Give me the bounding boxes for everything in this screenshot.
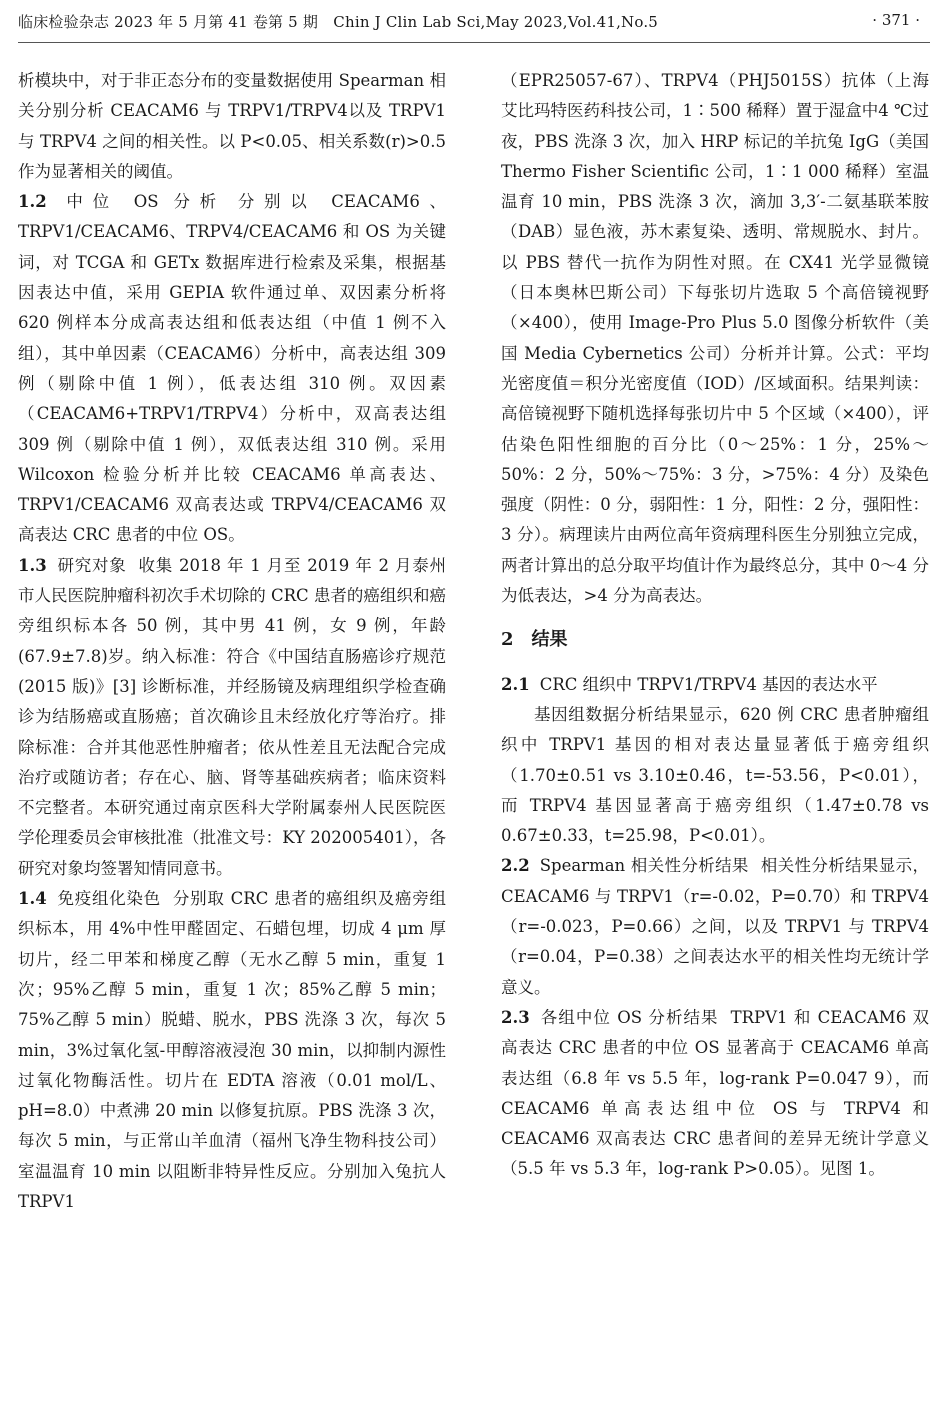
- running-header: [18, 0, 930, 43]
- section-title: 各组中位 OS 分析结果: [539, 1007, 719, 1027]
- section-2-2: [501, 851, 929, 1002]
- section-1-2: [18, 187, 446, 551]
- section-body: 收集 2018 年 1 月至 2019 年 2 月泰州市人民医院肿瘤科初次手术切除的 CRC 患者的癌组织和癌旁组织标本各 50 例，其中男 41 例，女 9 例，年龄(67.9±7.8)岁。纳入标准：符合《中国结直肠癌诊疗规范(2015 版)》[3] 诊断标准，并经肠镜及病理组织学检查确诊为结肠癌或直肠癌；首次确诊且未经放化疗等治疗。排除标准：合并其他恶性肿瘤者；依从性差且无法配合完成治疗或随访者；存在心、脑、肾等基础疾病者；临床资料不完整者。本研究通过南京医科大学附属泰州人民医院医学伦理委员会审核批准（批准文号：KY 202005401），各研究对象均签署知情同意书。: [18, 555, 447, 878]
- section-body: 分别以 CEACAM6、TRPV1/CEACAM6、TRPV4/CEACAM6 和 OS 为关键词，对 TCGA 和 GETx 数据库进行检索及采集，根据基因表达中值，采用 GEPIA 软件通过单、双因素分析将 620 例样本分成高表达组和低表达组（中值 1 例不入组），其中单因素（CEACAM6）分析中，高表达组 309 例（剔除中值 1 例），低表达组 310 例。双因素（CEACAM6+TRPV1/TRPV4）分析中，双高表达组 309 例（剔除中值 1 例），双低表达组 310 例。采用 Wilcoxon 检验分析并比较 CEACAM6 单高表达、TRPV1/CEACAM6 双高表达或 TRPV4/CEACAM6 双高表达 CRC 患者的中位 OS。: [18, 192, 447, 545]
- section-2-1: [501, 670, 929, 700]
- section-number: 1.4: [18, 889, 47, 909]
- section-number: 2.1: [501, 674, 530, 694]
- section-title: 免疫组化染色: [56, 889, 161, 909]
- section-title: CRC 组织中 TRPV1/TRPV4 基因的表达水平: [539, 674, 878, 694]
- intro-paragraph: 析模块中，对于非正态分布的变量数据使用 Spearman 相关分别分析 CEACAM6 与 TRPV1/TRPV4以及 TRPV1 与 TRPV4 之间的相关性。以 P<0.05、相关系数(r)>0.5 作为显著相关的阈值。: [18, 71, 446, 181]
- journal-citation: 临床检验杂志 2023 年 5 月第 41 卷第 5 期 Chin J Clin Lab Sci,May 2023,Vol.41,No.5: [18, 13, 659, 31]
- section-number: 2.3: [501, 1007, 530, 1027]
- section-body: TRPV1 和 CEACAM6 双高表达 CRC 患者的中位 OS 显著高于 CEACAM6 单高表达组（6.8 年 vs 5.5 年，log-rank P=0.047 9），而 CEACAM6 单高表达组中位 OS 与 TRPV4 和 CEACAM6 双高表达 CRC 患者间的差异无统计学意义（5.5 年 vs 5.3 年，log-rank P>0.05）。见图 1。: [501, 1007, 929, 1179]
- section-2-3: [501, 1003, 929, 1185]
- section-number: 2.2: [501, 856, 530, 876]
- section-title: 结果: [531, 629, 568, 651]
- section-body: 相关性分析结果显示，CEACAM6 与 TRPV1（r=-0.02，P=0.70）和 TRPV4（r=-0.023，P=0.66）之间，以及 TRPV1 与 TRPV4（r=0.04，P=0.38）之间表达水平的相关性均无统计学意义。: [501, 856, 930, 997]
- section-2-1-body: 基因组数据分析结果显示，620 例 CRC 患者肿瘤组织中 TRPV1 基因的相对表达量显著低于癌旁组织（1.70±0.51 vs 3.10±0.46，t=-53.56，P<0.01），而 TRPV4 基因显著高于癌旁组织（1.47±0.78 vs 0.67±0.33，t=25.98，P<0.01）。: [501, 704, 929, 846]
- page-number: · 371 ·: [872, 11, 920, 29]
- section-title: Spearman 相关性分析结果: [539, 856, 749, 876]
- section-1-4: [18, 884, 446, 1217]
- section-number: 2: [501, 629, 514, 651]
- section-number: 1.2: [18, 192, 47, 212]
- section-1-3: [18, 551, 446, 884]
- section-title: 中位 OS 分析: [56, 192, 226, 212]
- section-title: 研究对象: [56, 555, 127, 575]
- continued-paragraph: （EPR25057-67）、TRPV4（PHJ5015S）抗体（上海艾比玛特医药科技公司，1∶500 稀释）置于湿盒中4 ℃过夜，PBS 洗涤 3 次，加入 HRP 标记的羊抗兔 IgG（美国 Thermo Fisher Scientific 公司，1∶1 000 稀释）室温温育 10 min，PBS 洗涤 3 次，滴加 3,3′-二氨基联苯胺（DAB）显色液，苏木素复染、透明、常规脱水、封片。以 PBS 替代一抗作为阴性对照。在 CX41 光学显微镜（日本奥林巴斯公司）下每张切片选取 5 个高倍镜视野（×400），使用 Image-Pro Plus 5.0 图像分析软件（美国 Media Cybernetics 公司）分析并计算。公式：平均光密度值＝积分光密度值（IOD）/区域面积。结果判读：高倍镜视野下随机选择每张切片中 5 个区域（×400），评估染色阳性细胞的百分比（0～25%：1 分，25%～50%：2 分，50%～75%：3 分，>75%：4 分）及染色强度（阴性：0 分，弱阳性：1 分，阳性：2 分，强阳性：3 分）。病理读片由两位高年资病理科医生分别独立完成，两者计算出的总分取平均值计作为最终总分，其中 0～4 分为低表达，>4 分为高表达。: [501, 71, 929, 606]
- right-column: [501, 66, 929, 1185]
- section-body: 分别取 CRC 患者的癌组织及癌旁组织标本，用 4%中性甲醛固定、石蜡包埋，切成 4 μm 厚切片，经二甲苯和梯度乙醇（无水乙醇 5 min，重复 1 次；95%乙醇 5 min，重复 1 次；85%乙醇 5 min；75%乙醇 5 min）脱蜡、脱水，PBS 洗涤 3 次，每次 5 min，3%过氧化氢-甲醇溶液浸泡 30 min，以抑制内源性过氧化物酶活性。切片在 EDTA 溶液（0.01 mol/L、pH=8.0）中煮沸 20 min 以修复抗原。PBS 洗涤 3 次，每次 5 min，与正常山羊血清（福州飞净生物科技公司）室温温育 10 min 以阻断非特异性反应。分别加入兔抗人 TRPV1: [18, 889, 446, 1211]
- section-2-heading: [501, 625, 929, 655]
- left-column: [18, 66, 446, 1217]
- section-number: 1.3: [18, 555, 47, 575]
